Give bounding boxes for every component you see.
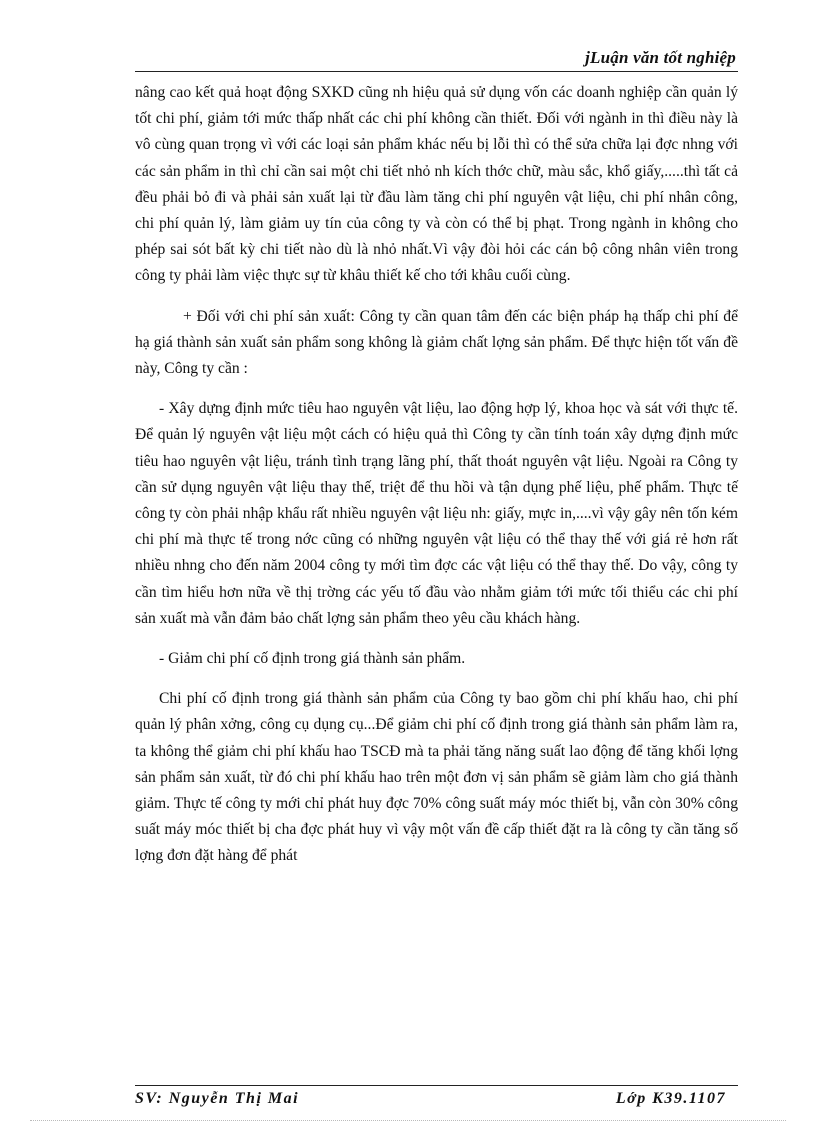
paragraph-production-costs: + Đối với chi phí sản xuất: Công ty cần quan tâm đến các biện pháp hạ thấp chi phí để hạ giá thành sản xuất sản phẩm song không là giảm chất lợng sản phẩm. Để thực hiện tốt vấn đề này, Công ty cần : xyxy=(135,307,738,378)
paragraph-fixed-costs: Chi phí cố định trong giá thành sản phẩm của Công ty bao gồm chi phí khấu hao, chi phí quản lý phân xởng, công cụ dụng cụ...Để giảm chi phí cố định trong giá thành sản phẩm làm ra, ta không thể giảm chi phí khấu hao TSCĐ mà ta phải tăng năng suất lao động để tăng khối lợng sản phẩm sản xuất, từ đó chi phí khấu hao trên một đơn vị sản phẩm sẽ giảm làm cho giá thành giảm. Thực tế công ty mới chỉ phát huy đợc 70% công suất máy móc thiết bị, vẫn còn 30% công suất máy móc thiết bị cha đợc phát huy vì vậy một vấn đề cấp thiết đặt ra là công ty cần tăng số lợng đơn đặt hàng để phát xyxy=(135,690,738,865)
footer-author: SV: Nguyễn Thị Mai xyxy=(135,1090,300,1107)
footer-rule xyxy=(135,1085,738,1086)
header-title: jLuận văn tốt nghiệp xyxy=(585,48,736,67)
header-rule xyxy=(135,71,738,72)
footer-class: Lớp K39.1107 xyxy=(615,1090,726,1107)
page-edge-dots xyxy=(30,1120,786,1121)
body-text xyxy=(135,80,738,870)
paragraph-material-norms: - Xây dựng định mức tiêu hao nguyên vật liệu, lao động hợp lý, khoa học và sát với thực tế. Để quản lý nguyên vật liệu một cách có hiệu quả thì Công ty cần tính toán xây dựng định mức tiêu hao nguyên vật liệu, tránh tình trạng lãng phí, thất thoát nguyên vật liệu. Ngoài ra Công ty cần sử dụng nguyên vật liệu thay thế, triệt để thu hồi và tận dụng phế liệu, phế phẩm. Thực tế công ty còn phải nhập khẩu rất nhiều nguyên vật liệu nh: giấy, mực in,....vì vậy gây nên tốn kém chi phí mà thực tế trong nớc cũng có những nguyên vật liệu có thể thay thế với giá rẻ hơn rất nhiều nhng cho đến năm 2004 công ty mới tìm đợc các vật liệu có thể thay thế. Do vậy, công ty cần tìm hiểu hơn nữa về thị trờng các yếu tố đầu vào nhằm giảm tới mức tối thiểu các chi phí sản xuất mà vẫn đảm bảo chất lợng sản phẩm theo yêu cầu khách hàng. xyxy=(135,400,738,627)
paragraph-intro: nâng cao kết quả hoạt động SXKD cũng nh hiệu quả sử dụng vốn các doanh nghiệp cần quản lý tốt chi phí, giảm tới mức thấp nhất các chi phí không cần thiết. Đối với ngành in thì điều này là vô cùng quan trọng vì với các loại sản phẩm khác nếu bị lỗi thì có thể sửa chữa lại đợc nhng với các sản phẩm in thì chỉ cần sai một chi tiết nhỏ nh kích thớc chữ, màu sắc, khổ giấy,.....thì tất cả đều phải bỏ đi và phải sản xuất lại từ đầu làm tăng chi phí nguyên vật liệu, chi phí nhân công, chi phí quản lý, làm giảm uy tín của công ty và còn có thể bị phạt. Trong ngành in không cho phép sai sót bất kỳ chi tiết nào dù là nhỏ nhất.Vì vậy đòi hỏi các cán bộ công nhân viên trong công ty phải làm việc thực sự từ khâu thiết kế cho tới khâu cuối cùng. xyxy=(135,84,738,285)
paragraph-fixed-cost-heading: - Giảm chi phí cố định trong giá thành sản phẩm. xyxy=(159,650,466,668)
